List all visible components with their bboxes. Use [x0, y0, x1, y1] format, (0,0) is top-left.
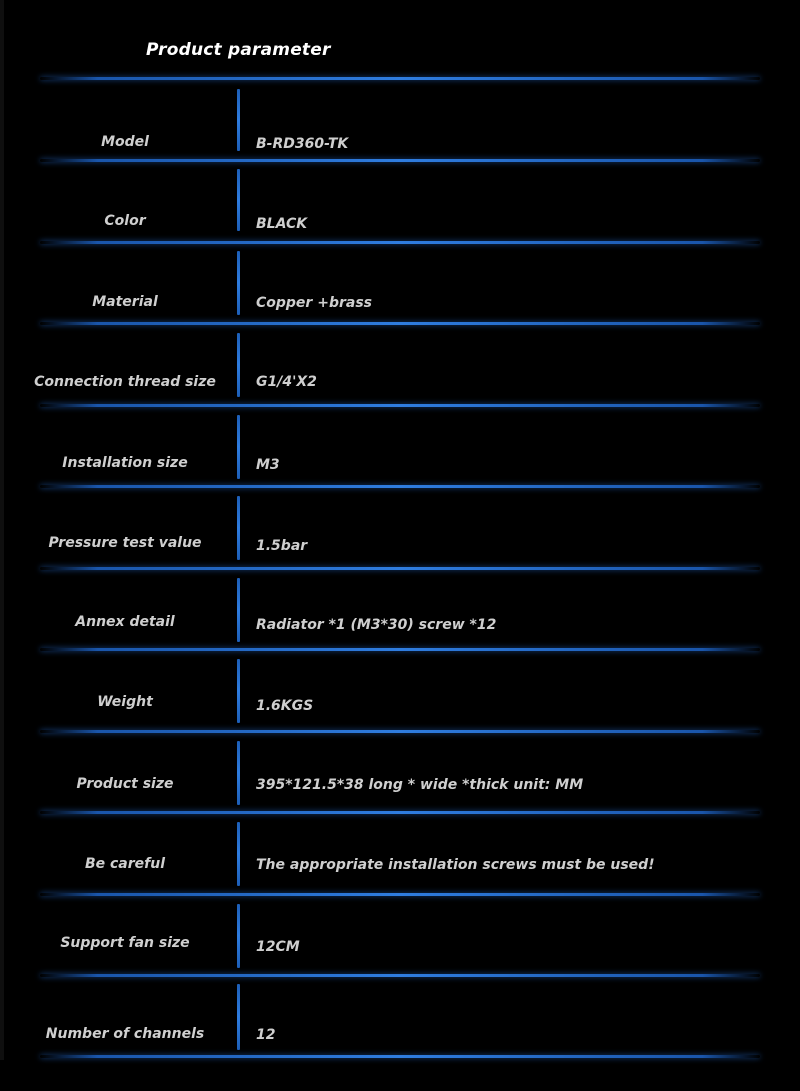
parameter-row-annex-detail — [0, 570, 800, 650]
parameter-row-color — [0, 162, 800, 242]
column-divider — [237, 822, 240, 886]
parameter-row-weight — [0, 651, 800, 731]
column-divider — [237, 659, 240, 723]
parameter-value: B-RD360-TK — [256, 136, 349, 152]
parameter-row-installation-size — [0, 407, 800, 487]
parameter-row-pressure-test-value — [0, 488, 800, 568]
parameter-value: 12 — [256, 1027, 276, 1043]
parameter-value: Copper +brass — [256, 295, 372, 311]
parameter-label: Product size — [76, 776, 174, 792]
parameter-label: Support fan size — [60, 935, 190, 951]
parameter-label: Weight — [97, 694, 153, 710]
parameter-row-be-careful — [0, 814, 800, 894]
parameter-value: M3 — [256, 457, 280, 473]
parameter-label: Connection thread size — [34, 374, 216, 390]
parameter-row-model — [0, 80, 800, 160]
column-divider — [237, 741, 240, 805]
parameter-row-number-of-channels — [0, 977, 800, 1057]
parameter-value: 395*121.5*38 long * wide *thick unit: MM — [256, 777, 584, 793]
parameter-label: Model — [101, 134, 149, 150]
parameter-label: Installation size — [62, 455, 188, 471]
parameter-label: Number of channels — [45, 1026, 205, 1042]
parameter-row-connection-thread-size — [0, 325, 800, 405]
parameter-row-material — [0, 244, 800, 324]
parameter-row-support-fan-size — [0, 896, 800, 976]
parameter-value: Radiator *1 (M3*30) screw *12 — [256, 617, 497, 633]
parameter-label: Material — [92, 294, 158, 310]
parameter-value: BLACK — [256, 216, 308, 232]
parameter-value: The appropriate installation screws must be used! — [256, 857, 655, 873]
parameter-label: Be careful — [84, 856, 166, 872]
parameter-label: Annex detail — [75, 614, 175, 630]
parameter-value: 1.5bar — [256, 538, 308, 554]
parameter-row-product-size — [0, 733, 800, 813]
parameter-value: 12CM — [256, 939, 300, 955]
parameter-label: Pressure test value — [48, 535, 202, 551]
parameter-label: Color — [104, 213, 146, 229]
parameter-value: 1.6KGS — [256, 698, 314, 714]
page-title: Product parameter — [146, 40, 331, 60]
bottom-divider — [40, 1055, 760, 1058]
column-divider — [237, 578, 240, 642]
parameter-value: G1/4'X2 — [256, 374, 317, 390]
